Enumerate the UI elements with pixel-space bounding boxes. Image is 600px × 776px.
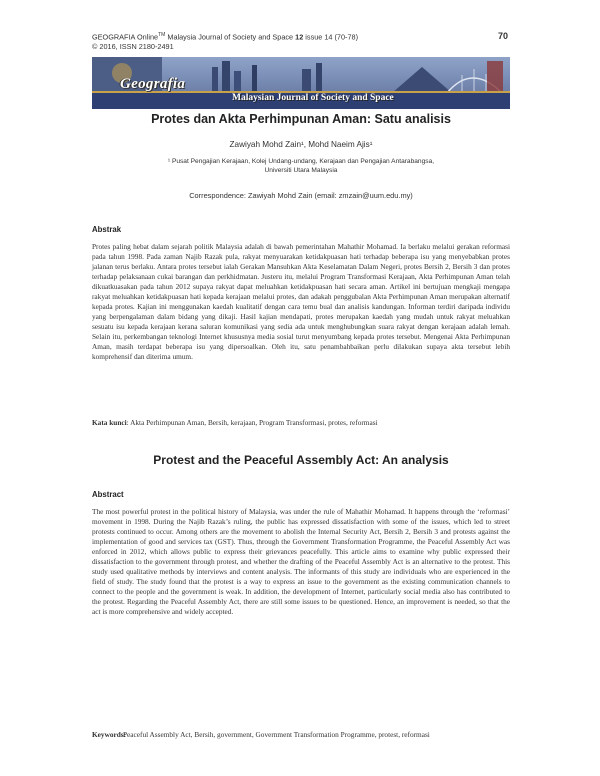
journal-logo: Geografia (120, 76, 186, 92)
english-title: Protest and the Peaceful Assembly Act: An analysis (153, 453, 449, 467)
keywords-text: Peaceful Assembly Act, Bersih, government, Government Transformation Programme, protest, reformasi (123, 730, 430, 739)
keywords (92, 730, 510, 740)
abstrak-body: Protes paling hebat dalam sejarah politik Malaysia adalah di bawah pemerintahan Mahathir Mohamad. Ia berlaku melalui gerakan reformasi pada tahun 1998. Pada zaman Najib Razak pula, rakyat menyuarakan ketidakpuasan hati terhadap beberapa isu yang menyebabkan protes jalanan terus berlaku. Antara protes tersebut ialah Gerakan Mansuhkan Akta Keselamatan Dalam Negeri, protes Bersih 2, Bersih 3 dan protes terhadap pelaksanaan cukai barangan dan perkhidmatan. Justeru itu, melalui Program Transformasi Kerajaan, Akta Perhimpunan Aman telah dikuatkuasakan pada tahun 2012 supaya rakyat dapat meluahkan ketidakpuasan hati secara aman. Artikel ini bertujuan mengkaji mengapa rakyat meluahkan ketidakpuasan hati kepada kerajaan melalui protes, dan adakah penggubalan Akta Perhimpunan Aman merupakan alternatif kepada protes. Kajian ini menggunakan kaedah kualitatif dengan cara temu bual dan analisis kandungan. Informan terdiri daripada individu yang berpengalaman dalam bidang yang dikaji. Hasil kajian mendapati, protes merupakan kaedah yang mudah untuk rakyat meluahkan sesuatu isu kepada kerajaan kerana saluran komunikasi yang sedia ada untuk menghubungkan suara rakyat dengan kerajaan adalah lemah. Selain itu, perkembangan teknologi Internet khususnya media sosial turut menyumbang kepada protes tersebut. Mengenai Akta Perhimpunan Aman, masih terdapat beberapa isu yang dipersoalkan. Oleh itu, satu penambahbaikan perlu dilakukan supaya akta tersebut lebih komprehensif dan diterima umum. (92, 242, 510, 361)
affiliation (92, 157, 510, 175)
kata-kunci-label: Kata kunci (92, 418, 127, 427)
affiliation-line-1: ¹ Pusat Pengajian Kerajaan, Kolej Undang-undang, Kerajaan dan Pengajian Antarabangsa, (167, 158, 435, 165)
malay-title: Protes dan Akta Perhimpunan Aman: Satu analisis (151, 112, 451, 126)
kata-kunci (92, 418, 510, 428)
running-header (92, 31, 512, 51)
page-number: 70 (498, 31, 509, 41)
banner-subtitle: Malaysian Journal of Society and Space (232, 93, 394, 103)
copyright-line: © 2016, ISSN 2180-2491 (92, 41, 174, 51)
journal-banner (92, 57, 510, 109)
journal-line (92, 31, 512, 42)
journal-name: Malaysia Journal of Society and Space (165, 32, 296, 42)
trademark: TM (158, 32, 166, 38)
keywords-label: Keywords: (92, 730, 127, 739)
volume-number: 12 (295, 32, 304, 42)
abstrak-heading: Abstrak (92, 225, 122, 234)
kata-kunci-text: : Akta Perhimpunan Aman, Bersih, kerajaan, Program Transformasi, protes, reformasi (126, 418, 378, 427)
correspondence: Correspondence: Zawiyah Mohd Zain (email: zmzain@uum.edu.my) (189, 191, 413, 200)
abstract-body: The most powerful protest in the political history of Malaysia, was under the rule of Mahathir Mohamad. It happens through the ‘reformasi’ movement in 1998. During the Najib Razak’s ruling, the public has expressed dissatisfaction with some of the issues, which led to street protests continued to occur. Among others are the movement to abolish the Internal Security Act, Bersih 2, Bersih 3 and protests against the implementation of good and services tax (GST). Thus, through the Government Transformation Programme, the Peaceful Assembly Act was enforced in 2012, which allows public to express their grievances peacefully. This article aims to examine why public expressed their dissatisfaction to the government through protest, and whether the drafting of the Peaceful Assembly Act is an alternative to the protest. This study used qualitative methods by interviews and content analysis. The informants of this study are individuals who are experienced in the field of study. The study found that the protest is a way to express an issue to the government as the existing communication channels to connect to the people and the government is weak. In addition, the development of Internet, particularly social media also has contributed to the protest. Regarding the Peaceful Assembly Act, there are still some issues to be questioned. Hence, an improvement is needed, so that the act is more comprehensive and widely accepted. (92, 507, 510, 616)
journal-prefix: GEOGRAFIA Online (92, 32, 159, 42)
abstract-heading: Abstract (92, 490, 124, 499)
affiliation-line-2: Universiti Utara Malaysia (264, 167, 338, 174)
issue-info: issue 14 (70-78) (303, 32, 359, 42)
authors: Zawiyah Mohd Zain¹, Mohd Naeim Ajis¹ (229, 140, 373, 149)
